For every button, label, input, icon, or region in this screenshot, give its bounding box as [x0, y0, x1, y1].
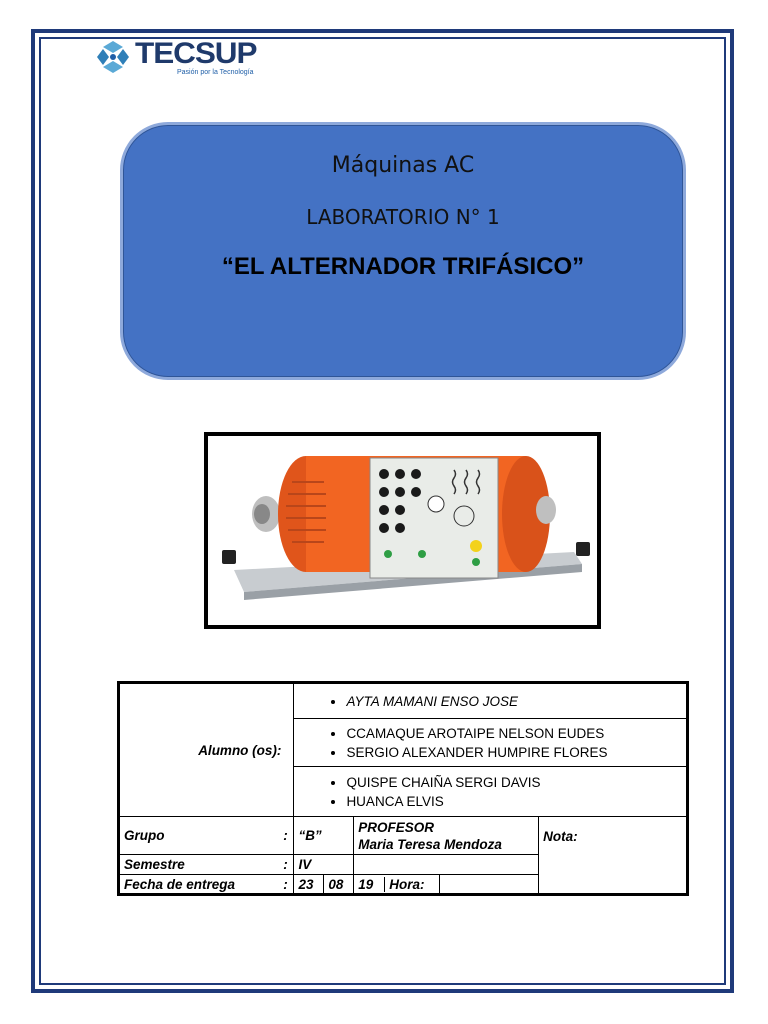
grupo-value: “B”	[294, 817, 354, 855]
nota-cell	[539, 817, 688, 895]
knob-right	[576, 542, 590, 556]
shaft-right	[536, 496, 556, 524]
student-group-3	[294, 767, 688, 817]
fecha-label: Fecha de entrega	[124, 876, 236, 892]
fecha-colon: :	[277, 875, 293, 895]
course-title: Máquinas AC	[331, 153, 475, 178]
student-name: • HUANCA ELVIS	[346, 792, 682, 811]
student-group-2	[294, 719, 688, 767]
student-name: • AYTA MAMANI ENSO JOSE	[346, 692, 682, 711]
student-info-table	[117, 681, 689, 896]
student-name: • SERGIO ALEXANDER HUMPIRE FLORES	[346, 743, 682, 762]
alternator-illustration	[214, 442, 595, 623]
students-label: Alumno (os):	[198, 742, 282, 758]
student-name: • CCAMAQUE AROTAIPE NELSON EUDES	[346, 724, 682, 743]
semestre-label-cell	[119, 855, 278, 875]
fecha-label-cell	[119, 875, 278, 895]
grupo-label: Grupo	[124, 828, 165, 843]
lab-topic: “EL ALTERNADOR TRIFÁSICO”	[221, 253, 585, 280]
title-banner	[120, 122, 686, 380]
fecha-year-hora	[354, 875, 440, 895]
profesor-cell	[354, 817, 539, 855]
profesor-label: PROFESOR	[358, 819, 435, 835]
grupo-colon: :	[277, 817, 293, 855]
profesor-name: Maria Teresa Mendoza	[358, 836, 502, 852]
logo-tagline: Pasión por la Tecnología	[177, 69, 254, 76]
student-group-1	[294, 683, 688, 719]
semestre-colon: :	[277, 855, 293, 875]
semestre-label: Semestre	[124, 857, 185, 872]
tecsup-logo	[95, 37, 265, 81]
fecha-year: 19	[358, 877, 385, 892]
panel-knob	[428, 496, 444, 512]
tecsup-logo-icon	[95, 39, 131, 75]
fecha-day: 23	[294, 875, 324, 895]
student-name: • QUISPE CHAIÑA SERGI DAVIS	[346, 773, 682, 792]
semestre-value: IV	[294, 855, 354, 875]
hora-label: Hora:	[389, 876, 425, 892]
grupo-label-cell	[119, 817, 278, 855]
logo-brand-text: TECSUP	[135, 37, 257, 70]
lab-number: LABORATORIO N° 1	[306, 205, 500, 229]
semestre-empty	[354, 855, 539, 875]
nota-label: Nota:	[543, 829, 578, 844]
fecha-month: 08	[324, 875, 354, 895]
students-label-cell	[119, 683, 294, 817]
knob-left	[222, 550, 236, 564]
hora-value	[439, 875, 538, 895]
alternator-photo	[204, 432, 601, 629]
